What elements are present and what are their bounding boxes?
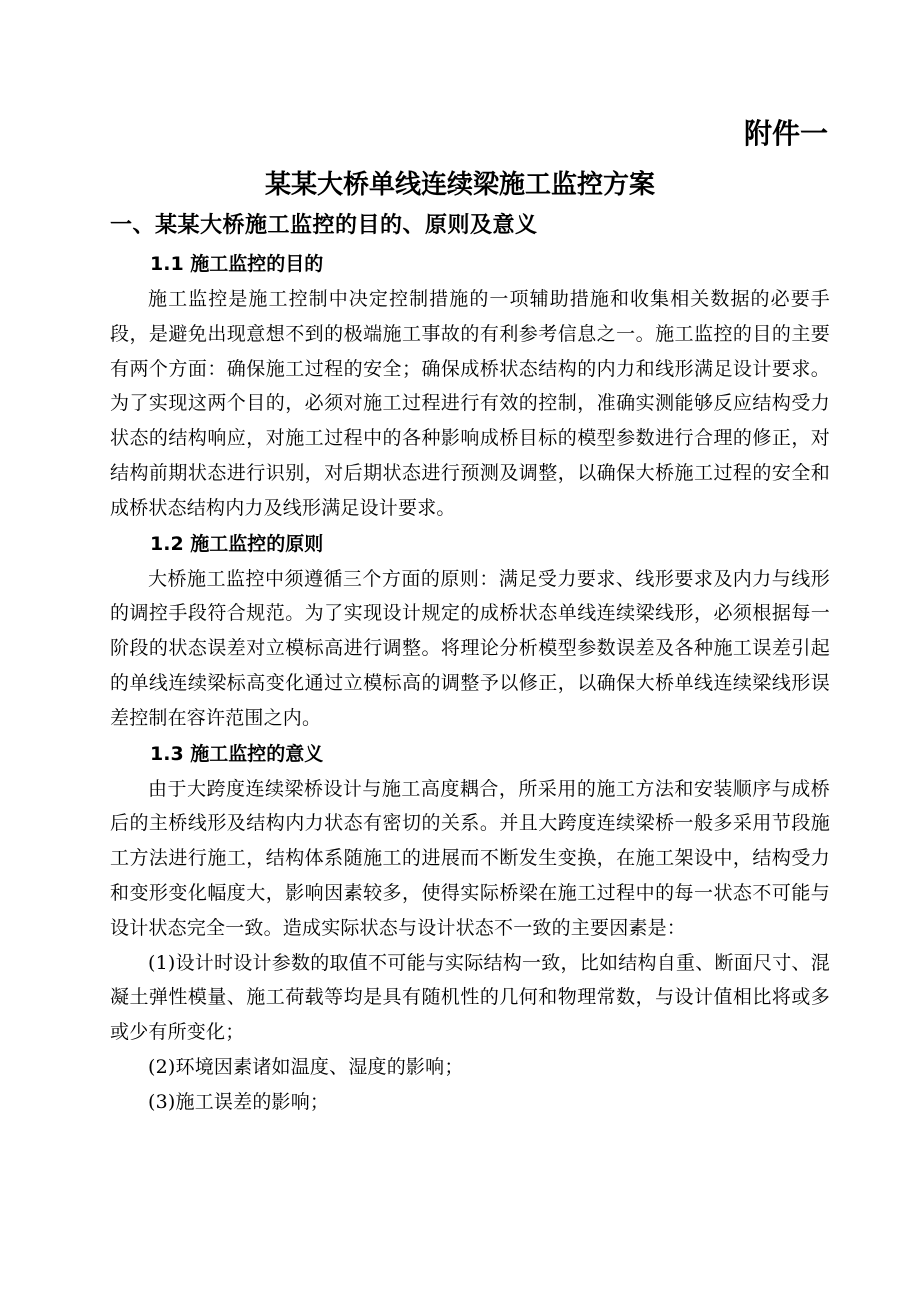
attachment-label: 附件一 (743, 117, 828, 150)
paragraph-significance: 由于大跨度连续梁桥设计与施工高度耦合，所采用的施工方法和安装顺序与成桥后的主桥线形及结构内力状态有密切的关系。并且大跨度连续梁桥一般多采用节段施工方法进行施工，结构体系随施工的进展而不断发生变换，在施工架设中，结构受力和变形变化幅度大，影响因素较多，使得实际桥梁在施工过程中的每一状态不可能与设计状态完全一致。造成实际状态与设计状态不一致的主要因素是： (110, 777, 830, 939)
document-body (110, 206, 830, 1120)
document-title: 某某大桥单线连续梁施工监控方案 (264, 170, 655, 200)
list-item: (2)环境因素诸如温度、湿度的影响； (148, 1055, 464, 1078)
list-item: (3)施工误差的影响； (148, 1090, 330, 1113)
list-item: (1)设计时设计参数的取值不可能与实际结构一致，比如结构自重、断面尺寸、混凝土弹性模量、施工荷载等均是具有随机性的几何和物理常数，与设计值相比将或多或少有所变化； (110, 951, 830, 1044)
subsection-heading-1-1: 1.1 施工监控的目的 (150, 253, 324, 275)
subsection-heading-1-2: 1.2 施工监控的原则 (150, 532, 324, 555)
paragraph-purpose: 施工监控是施工控制中决定控制措施的一项辅助措施和收集相关数据的必要手段，是避免出现意想不到的极端施工事故的有利参考信息之一。施工监控的目的主要有两个方面：确保施工过程的安全；确保成桥状态结构的内力和线形满足设计要求。为了实现这两个目的，必须对施工过程进行有效的控制，准确实测能够反应结构受力状态的结构响应，对施工过程中的各种影响成桥目标的模型参数进行合理的修正，对结构前期状态进行识别，对后期状态进行预测及调整，以确保大桥施工过程的安全和成桥状态结构内力及线形满足设计要求。 (110, 288, 830, 519)
subsection-heading-1-3: 1.3 施工监控的意义 (150, 742, 324, 765)
paragraph-principles: 大桥施工监控中须遵循三个方面的原则：满足受力要求、线形要求及内力与线形的调控手段符合规范。为了实现设计规定的成桥状态单线连续梁线形，必须根据每一阶段的状态误差对立模标高进行调整。将理论分析模型参数误差及各种施工误差引起的单线连续梁标高变化通过立模标高的调整予以修正，以确保大桥单线连续梁线形误差控制在容许范围之内。 (110, 567, 830, 729)
section-heading: 一、某某大桥施工监控的目的、原则及意义 (110, 213, 538, 238)
